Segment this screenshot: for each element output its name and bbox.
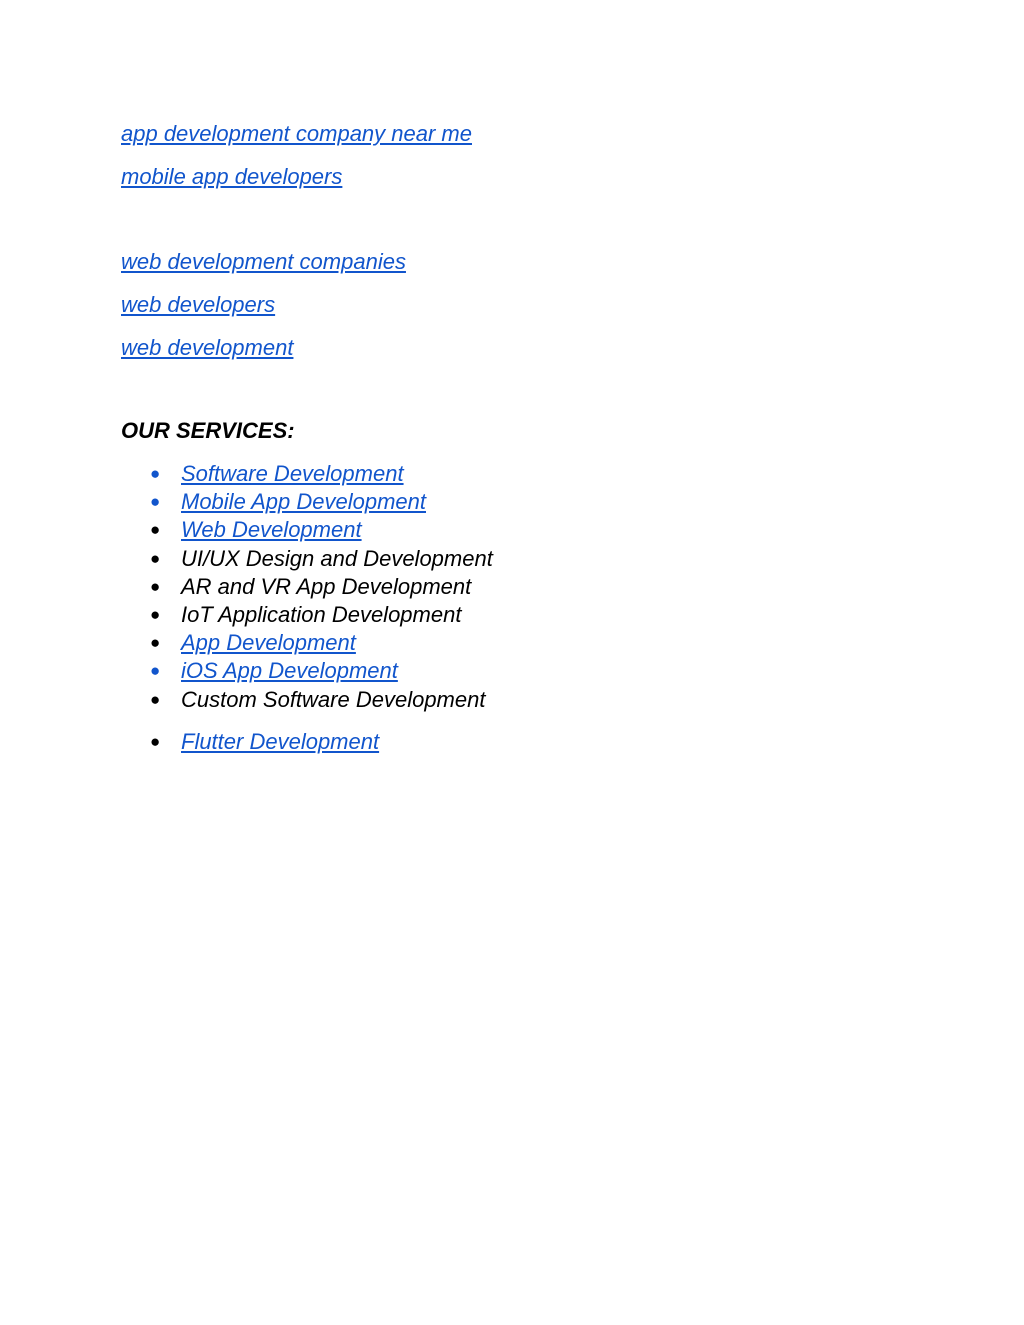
list-item bbox=[150, 516, 493, 544]
link-app-development-company-near-me[interactable]: app development company near me bbox=[121, 121, 472, 146]
bullet-icon: ● bbox=[150, 548, 161, 568]
bullet-icon: ● bbox=[150, 492, 161, 512]
link-web-development[interactable]: web development bbox=[121, 335, 294, 360]
service-label-custom-software: Custom Software Development bbox=[181, 686, 486, 712]
bullet-icon: ● bbox=[150, 576, 161, 596]
link-mobile-app-developers[interactable]: mobile app developers bbox=[121, 164, 343, 189]
list-item bbox=[150, 460, 493, 488]
service-link-flutter-development[interactable]: Flutter Development bbox=[181, 728, 380, 754]
service-label-ar-vr: AR and VR App Development bbox=[181, 573, 472, 599]
services-list bbox=[150, 460, 493, 756]
list-item bbox=[150, 573, 493, 601]
web-links-group bbox=[121, 248, 472, 362]
service-link-software-development[interactable]: Software Development bbox=[181, 461, 404, 487]
service-link-web-development[interactable]: Web Development bbox=[181, 517, 362, 543]
services-heading: OUR SERVICES: bbox=[121, 418, 295, 443]
keyword-links bbox=[121, 120, 472, 362]
list-item bbox=[150, 728, 493, 756]
bullet-icon: ● bbox=[150, 464, 161, 484]
bullet-icon: ● bbox=[150, 689, 161, 709]
list-item bbox=[150, 601, 493, 629]
list-item bbox=[150, 686, 493, 714]
bullet-icon: ● bbox=[150, 633, 161, 653]
list-item bbox=[150, 629, 493, 657]
list-item bbox=[150, 545, 493, 573]
link-web-developers[interactable]: web developers bbox=[121, 292, 276, 317]
service-label-iot: IoT Application Development bbox=[181, 602, 462, 628]
service-link-app-development[interactable]: App Development bbox=[181, 630, 356, 656]
service-link-mobile-app-development[interactable]: Mobile App Development bbox=[181, 489, 426, 515]
link-web-development-companies[interactable]: web development companies bbox=[121, 249, 406, 274]
bullet-icon: ● bbox=[150, 731, 161, 751]
service-label-ui-ux: UI/UX Design and Development bbox=[181, 545, 493, 571]
list-item bbox=[150, 657, 493, 685]
list-item bbox=[150, 488, 493, 516]
bullet-icon: ● bbox=[150, 605, 161, 625]
app-links-group bbox=[121, 120, 472, 191]
service-link-ios-app-development[interactable]: iOS App Development bbox=[181, 658, 398, 684]
bullet-icon: ● bbox=[150, 661, 161, 681]
bullet-icon: ● bbox=[150, 520, 161, 540]
